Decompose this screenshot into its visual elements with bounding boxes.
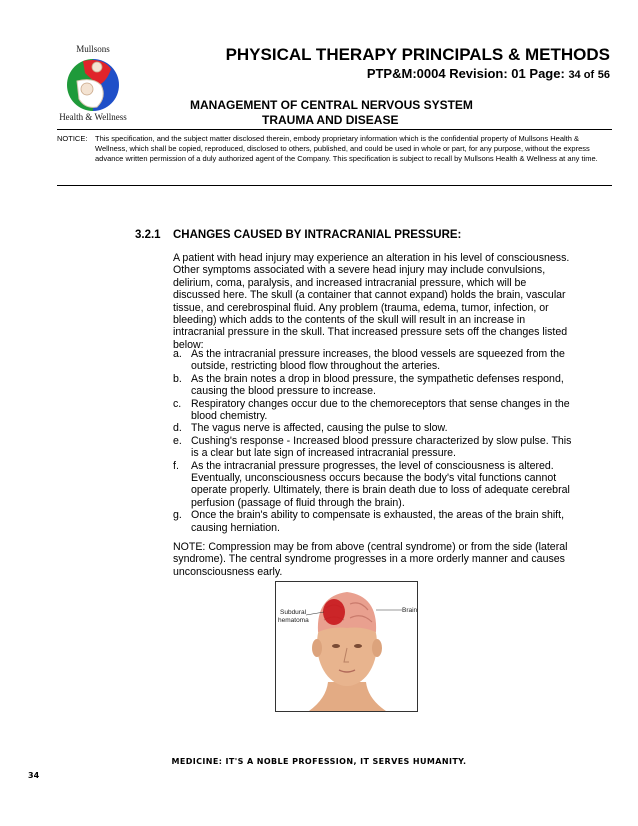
list-item — [173, 509, 573, 534]
section-title: CHANGES CAUSED BY INTRACRANIAL PRESSURE: — [173, 229, 462, 241]
list-item-text: As the brain notes a drop in blood pressure, the sympathetic defenses respond, causing the blood pressure to increase. — [191, 372, 564, 398]
subdural-hematoma-figure — [275, 581, 418, 712]
notice-label: NOTICE: — [57, 134, 88, 143]
list-item-letter: d. — [173, 422, 182, 435]
notice-block — [57, 134, 613, 164]
logo-bottom-text: Health & Wellness — [59, 112, 127, 122]
head-brain-illustration-icon — [276, 582, 418, 712]
list-item-letter: a. — [173, 348, 182, 360]
document-subtitle-line1: MANAGEMENT OF CENTRAL NERVOUS SYSTEM — [190, 98, 473, 112]
figure-label-hematoma: hematoma — [278, 617, 309, 624]
document-subtitle-line2: TRAUMA AND DISEASE — [262, 113, 399, 127]
note-paragraph: NOTE: Compression may be from above (central syndrome) or from the side (lateral syndrome). The central syndrome progresses in a more orderly manner and causes unconsciousness early. — [173, 541, 568, 578]
section-number: 3.2.1 — [135, 229, 161, 241]
doc-page-total: 56 — [597, 69, 610, 81]
figure-label-subdural: Subdural — [280, 609, 307, 616]
footer-slogan: MEDICINE: IT'S A NOBLE PROFESSION, IT SERVES HUMANITY. — [171, 757, 467, 766]
list-item — [173, 398, 573, 423]
list-item-text: Once the brain's ability to compensate is exhausted, the areas of the brain shift, causing herniation. — [191, 509, 565, 534]
notice-text: This specification, and the subject matter disclosed therein, embody proprietary information which is the confidential property of Mullsons Health & Wellness, which shall be copied, reproduced, disclosed to others, published, and could be used in whole or part, for any purpose, without the express advance written permission of a duly authorized agent of the Company. This specification is subject to recall by Mullsons Health & Wellness at any time. — [95, 134, 598, 163]
doc-code: PTP&M:0004 — [366, 66, 446, 81]
list-item-letter: b. — [173, 372, 182, 385]
header-divider-top — [57, 129, 612, 130]
doc-page-label: Page: — [529, 66, 565, 81]
list-item-text: As the intracranial pressure progresses, the level of consciousness is altered. Eventually, unconsciousness occurs because the body's vital functions cannot operate properly. Ultimately, there is brain death due to loss of adequate cerebral perfusion (passage of fluid through the brain). — [191, 459, 570, 509]
list-item-letter: f. — [173, 459, 179, 472]
list-item — [173, 435, 573, 460]
list-item-text: The vagus nerve is affected, causing the pulse to slow. — [191, 422, 448, 435]
list-item-text: Cushing's response - Increased blood pressure characterized by slow pulse. This is a clear but late sign of increased intracranial pressure. — [191, 434, 572, 460]
list-item — [173, 422, 573, 434]
list-item-letter: g. — [173, 509, 182, 522]
mother-child-emblem-icon — [63, 55, 123, 113]
changes-list — [173, 348, 573, 534]
doc-revision: Revision: 01 — [449, 66, 526, 81]
document-code-line — [367, 66, 610, 81]
doc-page-current: 34 of — [568, 69, 595, 81]
header-divider-bottom — [57, 185, 612, 186]
list-item — [173, 373, 573, 398]
page-number: 34 — [28, 771, 40, 780]
list-item-text: Respiratory changes occur due to the chemoreceptors that sense changes in the blood chemistry. — [191, 397, 570, 423]
list-item-letter: e. — [173, 434, 182, 447]
section-intro-paragraph: A patient with head injury may experience an alteration in his level of consciousness. Other symptoms associated with a severe head injury may include convulsions, delirium, coma, paralysis, and increased intracranial pressure, which will be discussed here. The skull (a container that cannot expand) holds the brain, vascular tissue, and cerebrospinal fluid. Any problem (trauma, edema, tumor, infection, or bleeding) which adds to the contents of the skull will result in an increase in intracranial pressure in the skull. That increased pressure sets off the changes listed below: — [173, 252, 570, 351]
figure-label-brain: Brain — [402, 607, 418, 614]
company-logo — [57, 44, 129, 124]
list-item-letter: c. — [173, 397, 182, 410]
logo-top-text: Mullsons — [76, 44, 110, 54]
document-title: PHYSICAL THERAPY PRINCIPALS & METHODS — [225, 45, 610, 64]
list-item — [173, 348, 573, 373]
list-item-text: As the intracranial pressure increases, the blood vessels are squeezed from the outside, restricting blood flow throughout the arteries. — [191, 348, 565, 373]
list-item — [173, 460, 573, 510]
